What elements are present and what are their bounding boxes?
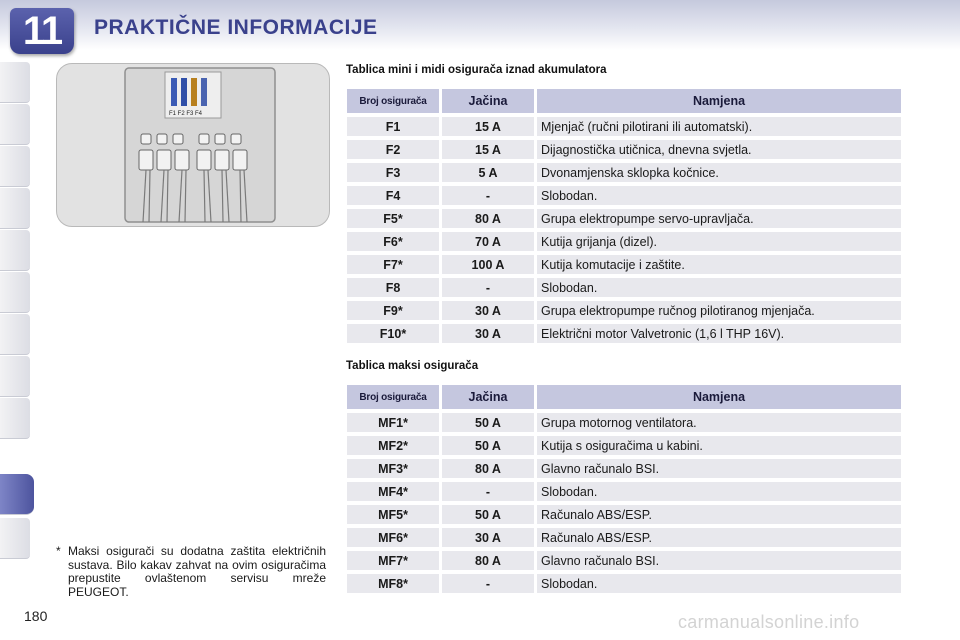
rating-cell: -	[442, 574, 534, 593]
side-tab[interactable]	[0, 188, 30, 229]
rating-cell: 50 A	[442, 413, 534, 432]
maxi-fuse-table	[344, 381, 904, 597]
page-number: 180	[24, 608, 48, 624]
rating-cell: 15 A	[442, 140, 534, 159]
table-row	[347, 163, 901, 182]
table-row	[347, 186, 901, 205]
purpose-cell: Slobodan.	[537, 278, 901, 297]
purpose-cell: Grupa motornog ventilatora.	[537, 413, 901, 432]
fuse-number-cell: F4	[347, 186, 439, 205]
table-row	[347, 278, 901, 297]
fuse-labels: F1 F2 F3 F4	[169, 111, 203, 117]
page-title: PRAKTIČNE INFORMACIJE	[94, 16, 378, 39]
mini-midi-fuse-table	[344, 85, 904, 347]
table-row	[347, 255, 901, 274]
fuse-box-drawing	[57, 64, 329, 226]
side-tab[interactable]	[0, 356, 30, 397]
fuse-number-cell: MF5*	[347, 505, 439, 524]
rating-cell: -	[442, 278, 534, 297]
chapter-number-badge: 11	[10, 8, 74, 54]
purpose-cell: Slobodan.	[537, 482, 901, 501]
purpose-cell: Grupa elektropumpe ručnog pilotiranog mjenjača.	[537, 301, 901, 320]
table-row	[347, 324, 901, 343]
fuse-number-cell: MF8*	[347, 574, 439, 593]
rating-cell: 30 A	[442, 301, 534, 320]
purpose-cell: Kutija komutacije i zaštite.	[537, 255, 901, 274]
mini-midi-table-title: Tablica mini i midi osigurača iznad akumulatora	[346, 64, 607, 76]
footnote-asterisk: *	[56, 544, 61, 558]
fuse-number-cell: F10*	[347, 324, 439, 343]
purpose-cell: Električni motor Valvetronic (1,6 l THP 16V).	[537, 324, 901, 343]
side-tab[interactable]	[0, 146, 30, 187]
table-row	[347, 436, 901, 455]
fuse-f1-icon	[171, 78, 177, 106]
rating-cell: 30 A	[442, 528, 534, 547]
fuse-number-cell: F8	[347, 278, 439, 297]
rating-cell: 50 A	[442, 505, 534, 524]
fuse-number-cell: F9*	[347, 301, 439, 320]
fuse-f3-icon	[191, 78, 197, 106]
side-tab[interactable]	[0, 398, 30, 439]
rating-cell: 5 A	[442, 163, 534, 182]
purpose-cell: Kutija grijanja (dizel).	[537, 232, 901, 251]
table-row	[347, 209, 901, 228]
purpose-cell: Slobodan.	[537, 186, 901, 205]
rating-cell: 50 A	[442, 436, 534, 455]
purpose-cell: Glavno računalo BSI.	[537, 551, 901, 570]
purpose-cell: Slobodan.	[537, 574, 901, 593]
fuse-box-diagram	[56, 63, 330, 227]
side-tab[interactable]	[0, 230, 30, 271]
footnote	[56, 545, 326, 599]
table-row	[347, 232, 901, 251]
footnote-text: Maksi osigurači su dodatna zaštita električnih sustava. Bilo kakav zahvat na ovim osiguračima prepustite ovlaštenom servisu mreže PEUGEOT.	[68, 544, 326, 599]
purpose-cell: Mjenjač (ručni pilotirani ili automatski).	[537, 117, 901, 136]
header-fuse-number: Broj osigurača	[347, 89, 439, 113]
table-row	[347, 301, 901, 320]
purpose-cell: Glavno računalo BSI.	[537, 459, 901, 478]
fuse-f2-icon	[181, 78, 187, 106]
header-fuse-number: Broj osigurača	[347, 385, 439, 409]
side-tab[interactable]	[0, 314, 30, 355]
side-tab-active[interactable]	[0, 474, 34, 515]
purpose-cell: Dvonamjenska sklopka kočnice.	[537, 163, 901, 182]
header-rating: Jačina	[442, 89, 534, 113]
side-tab[interactable]	[0, 272, 30, 313]
side-tab-index	[0, 62, 36, 582]
fuse-number-cell: F2	[347, 140, 439, 159]
table-row	[347, 140, 901, 159]
header-rating: Jačina	[442, 385, 534, 409]
fuse-number-cell: MF6*	[347, 528, 439, 547]
fuse-number-cell: F3	[347, 163, 439, 182]
header-purpose: Namjena	[537, 89, 901, 113]
side-tab[interactable]	[0, 62, 30, 103]
table-row	[347, 551, 901, 570]
side-tab[interactable]	[0, 518, 30, 559]
rating-cell: 15 A	[442, 117, 534, 136]
purpose-cell: Dijagnostička utičnica, dnevna svjetla.	[537, 140, 901, 159]
fuse-number-cell: MF7*	[347, 551, 439, 570]
fuse-f4-icon	[201, 78, 207, 106]
fuse-number-cell: MF3*	[347, 459, 439, 478]
rating-cell: 80 A	[442, 459, 534, 478]
fuse-number-cell: F7*	[347, 255, 439, 274]
table-row	[347, 117, 901, 136]
maxi-table-title: Tablica maksi osigurača	[346, 360, 479, 372]
table-row	[347, 482, 901, 501]
fuse-number-cell: F1	[347, 117, 439, 136]
table-row	[347, 413, 901, 432]
fuse-number-cell: F6*	[347, 232, 439, 251]
watermark: carmanualsonline.info	[678, 612, 860, 632]
rating-cell: 80 A	[442, 551, 534, 570]
table-row	[347, 574, 901, 593]
fuse-number-cell: MF4*	[347, 482, 439, 501]
rating-cell: 70 A	[442, 232, 534, 251]
rating-cell: 30 A	[442, 324, 534, 343]
rating-cell: -	[442, 186, 534, 205]
fuse-number-cell: F5*	[347, 209, 439, 228]
rating-cell: 100 A	[442, 255, 534, 274]
side-tab[interactable]	[0, 104, 30, 145]
rating-cell: 80 A	[442, 209, 534, 228]
table-row	[347, 528, 901, 547]
purpose-cell: Grupa elektropumpe servo-upravljača.	[537, 209, 901, 228]
fuse-number-cell: MF1*	[347, 413, 439, 432]
purpose-cell: Računalo ABS/ESP.	[537, 528, 901, 547]
table-row	[347, 459, 901, 478]
rating-cell: -	[442, 482, 534, 501]
header-purpose: Namjena	[537, 385, 901, 409]
fuse-number-cell: MF2*	[347, 436, 439, 455]
purpose-cell: Kutija s osiguračima u kabini.	[537, 436, 901, 455]
purpose-cell: Računalo ABS/ESP.	[537, 505, 901, 524]
table-row	[347, 505, 901, 524]
